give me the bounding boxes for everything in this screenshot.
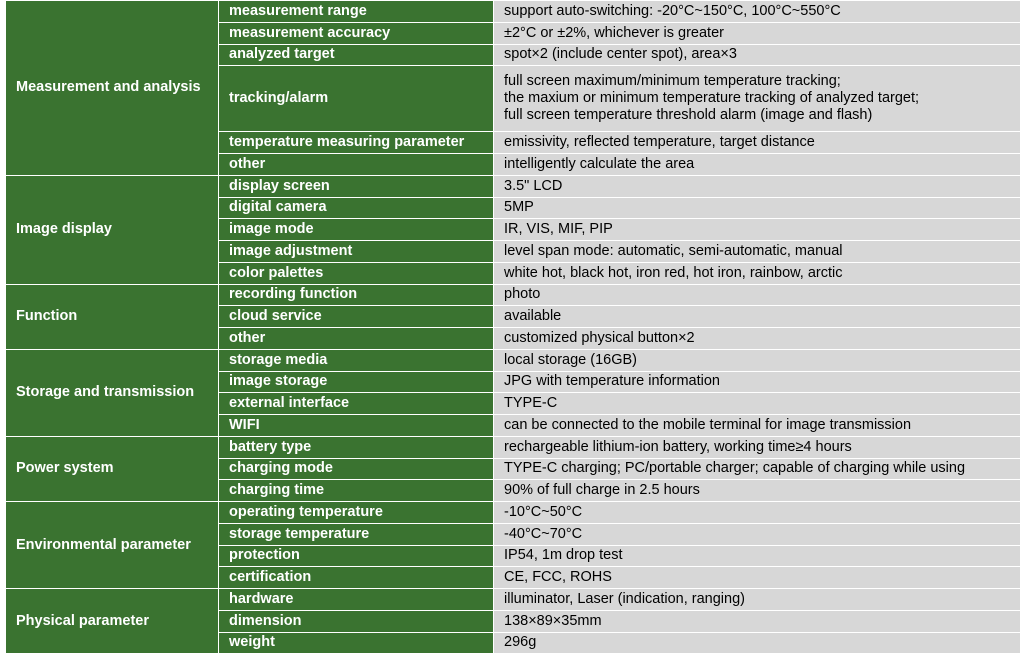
parameter-value	[494, 458, 1021, 480]
parameter-value	[494, 523, 1021, 545]
parameter-value	[494, 567, 1021, 589]
parameter-label: recording function	[219, 284, 494, 306]
parameter-label: operating temperature	[219, 502, 494, 524]
parameter-value	[494, 1, 1021, 23]
value-line: ±2°C or ±2%, whichever is greater	[504, 24, 724, 41]
parameter-label: WIFI	[219, 415, 494, 437]
spec-row	[6, 589, 1021, 611]
parameter-value	[494, 610, 1021, 632]
parameter-value	[494, 197, 1021, 219]
value-line: 5MP	[504, 199, 534, 216]
parameter-label: image storage	[219, 371, 494, 393]
value-line: 296g	[504, 634, 537, 651]
value-line: available	[504, 308, 562, 325]
value-line: spot×2 (include center spot), area×3	[504, 46, 737, 63]
value-line: JPG with temperature information	[504, 373, 720, 390]
parameter-value	[494, 502, 1021, 524]
parameter-label: tracking/alarm	[219, 66, 494, 132]
parameter-value	[494, 545, 1021, 567]
category-label: Physical parameter	[6, 589, 219, 654]
parameter-label: certification	[219, 567, 494, 589]
parameter-value	[494, 436, 1021, 458]
parameter-value	[494, 175, 1021, 197]
parameter-label: cloud service	[219, 306, 494, 328]
parameter-label: measurement accuracy	[219, 22, 494, 44]
value-line: TYPE-C	[504, 395, 558, 412]
parameter-value	[494, 415, 1021, 437]
value-line: the maxium or minimum temperature tracking of analyzed target;	[504, 90, 920, 107]
parameter-label: other	[219, 154, 494, 176]
parameter-label: storage media	[219, 349, 494, 371]
value-line: IP54, 1m drop test	[504, 547, 623, 564]
parameter-label: image mode	[219, 219, 494, 241]
parameter-label: display screen	[219, 175, 494, 197]
parameter-value	[494, 44, 1021, 66]
parameter-label: external interface	[219, 393, 494, 415]
value-line: CE, FCC, ROHS	[504, 569, 612, 586]
value-line: rechargeable lithium-ion battery, working time≥4 hours	[504, 438, 852, 455]
parameter-label: hardware	[219, 589, 494, 611]
category-label: Image display	[6, 175, 219, 284]
value-line: support auto-switching: -20°C~150°C, 100°C~550°C	[504, 2, 841, 19]
value-line: white hot, black hot, iron red, hot iron, rainbow, arctic	[504, 264, 843, 281]
spec-row	[6, 1, 1021, 23]
value-line: TYPE-C charging; PC/portable charger; capable of charging while using	[504, 460, 966, 477]
parameter-label: battery type	[219, 436, 494, 458]
parameter-value	[494, 154, 1021, 176]
spec-table	[5, 0, 1021, 654]
parameter-label: charging time	[219, 480, 494, 502]
parameter-label: other	[219, 328, 494, 350]
value-line: level span mode: automatic, semi-automatic, manual	[504, 242, 843, 259]
parameter-value	[494, 480, 1021, 502]
spec-row	[6, 284, 1021, 306]
category-label: Function	[6, 284, 219, 349]
parameter-value	[494, 132, 1021, 154]
value-line: 90% of full charge in 2.5 hours	[504, 482, 700, 499]
value-line: -10°C~50°C	[504, 503, 583, 520]
parameter-label: dimension	[219, 610, 494, 632]
parameter-value	[494, 393, 1021, 415]
parameter-value	[494, 241, 1021, 263]
parameter-label: weight	[219, 632, 494, 654]
category-label: Environmental parameter	[6, 502, 219, 589]
spec-table-body	[6, 1, 1021, 654]
spec-row	[6, 175, 1021, 197]
value-line: illuminator, Laser (indication, ranging)	[504, 590, 745, 607]
parameter-value	[494, 371, 1021, 393]
parameter-label: storage temperature	[219, 523, 494, 545]
value-line: 138×89×35mm	[504, 612, 602, 629]
parameter-value	[494, 349, 1021, 371]
value-line: can be connected to the mobile terminal for image transmission	[504, 416, 912, 433]
parameter-value	[494, 632, 1021, 654]
parameter-label: color palettes	[219, 262, 494, 284]
parameter-label: measurement range	[219, 1, 494, 23]
category-label: Power system	[6, 436, 219, 501]
category-label: Measurement and analysis	[6, 1, 219, 176]
value-line: local storage (16GB)	[504, 351, 637, 368]
parameter-value	[494, 328, 1021, 350]
value-line: emissivity, reflected temperature, target distance	[504, 134, 815, 151]
parameter-label: digital camera	[219, 197, 494, 219]
value-line: photo	[504, 286, 541, 303]
parameter-label: image adjustment	[219, 241, 494, 263]
parameter-value	[494, 284, 1021, 306]
spec-row	[6, 349, 1021, 371]
category-label: Storage and transmission	[6, 349, 219, 436]
parameter-label: temperature measuring parameter	[219, 132, 494, 154]
value-line: IR, VIS, MIF, PIP	[504, 221, 613, 238]
parameter-value	[494, 66, 1021, 132]
value-line: 3.5" LCD	[504, 177, 563, 194]
spec-row	[6, 436, 1021, 458]
parameter-value	[494, 589, 1021, 611]
parameter-label: analyzed target	[219, 44, 494, 66]
value-line: customized physical button×2	[504, 329, 695, 346]
parameter-value	[494, 306, 1021, 328]
parameter-value	[494, 262, 1021, 284]
parameter-value	[494, 22, 1021, 44]
value-line: full screen maximum/minimum temperature tracking;	[504, 73, 841, 90]
parameter-value	[494, 219, 1021, 241]
parameter-label: charging mode	[219, 458, 494, 480]
parameter-label: protection	[219, 545, 494, 567]
spec-row	[6, 502, 1021, 524]
value-line: intelligently calculate the area	[504, 155, 695, 172]
value-line: full screen temperature threshold alarm (image and flash)	[504, 107, 873, 124]
value-line: -40°C~70°C	[504, 525, 583, 542]
